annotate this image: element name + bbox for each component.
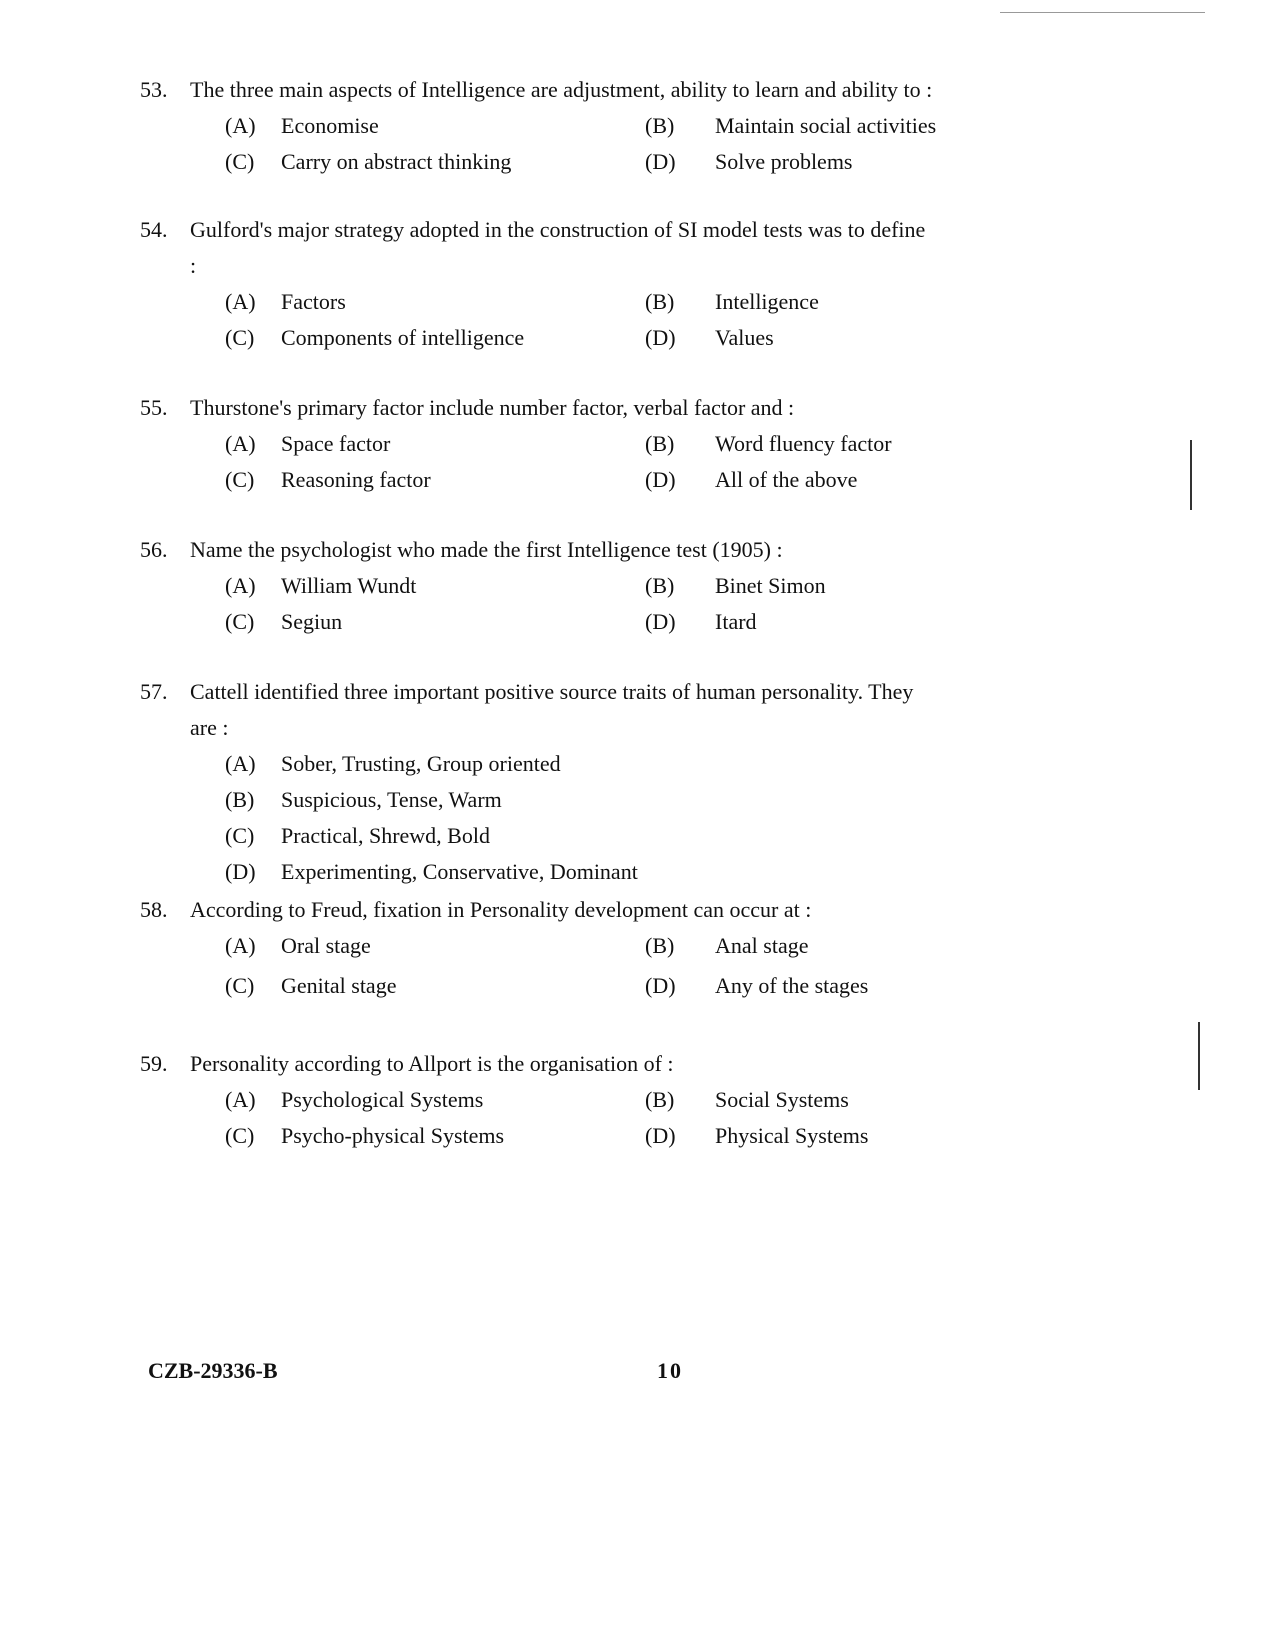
option-a: (A) Oral stage bbox=[225, 933, 371, 958]
option-c: (C) Reasoning factor bbox=[225, 467, 431, 492]
option-a: (A) Sober, Trusting, Group oriented bbox=[225, 751, 561, 776]
options bbox=[225, 568, 940, 640]
option-b: (B) Social Systems bbox=[645, 1087, 849, 1112]
option-d: (D) Physical Systems bbox=[645, 1123, 869, 1148]
question-58 bbox=[140, 892, 940, 1004]
question-stem: Cattell identified three important positive source traits of human personality. They are : bbox=[190, 679, 914, 740]
question-55 bbox=[140, 390, 940, 498]
option-a: (A) Space factor bbox=[225, 431, 391, 456]
option-d: (D) Itard bbox=[645, 609, 757, 634]
question-stem: The three main aspects of Intelligence are adjustment, ability to learn and ability to : bbox=[190, 77, 933, 102]
question-stem: Name the psychologist who made the first Intelligence test (1905) : bbox=[190, 537, 783, 562]
question-number: 56. bbox=[140, 537, 168, 562]
option-c: (C) Genital stage bbox=[225, 973, 397, 998]
question-number: 59. bbox=[140, 1051, 168, 1076]
options bbox=[225, 108, 940, 180]
options bbox=[225, 426, 940, 498]
page-number: 10 bbox=[657, 1358, 683, 1383]
scan-mark-right-2 bbox=[1198, 1022, 1200, 1090]
option-b: (B) Word fluency factor bbox=[645, 431, 892, 456]
option-a: (A) Psychological Systems bbox=[225, 1087, 484, 1112]
option-b: (B) Intelligence bbox=[645, 289, 819, 314]
paper-code: CZB-29336-B bbox=[148, 1358, 278, 1383]
options bbox=[225, 1082, 940, 1154]
options bbox=[225, 284, 940, 356]
question-57 bbox=[140, 674, 940, 890]
option-c: (C) Components of intelligence bbox=[225, 325, 525, 350]
option-b: (B) Anal stage bbox=[645, 933, 809, 958]
options bbox=[225, 746, 940, 890]
question-53 bbox=[140, 72, 940, 180]
option-d: (D) All of the above bbox=[645, 467, 858, 492]
option-a: (A) Factors bbox=[225, 289, 346, 314]
question-56 bbox=[140, 532, 940, 640]
scan-line-top-right bbox=[1000, 12, 1205, 13]
question-number: 53. bbox=[140, 77, 168, 102]
question-stem: Gulford's major strategy adopted in the construction of SI model tests was to define : bbox=[190, 217, 926, 278]
question-number: 55. bbox=[140, 395, 168, 420]
option-c: (C) Practical, Shrewd, Bold bbox=[225, 823, 490, 848]
option-b: (B) Maintain social activities bbox=[645, 113, 937, 138]
question-54 bbox=[140, 212, 940, 356]
option-b: (B) Suspicious, Tense, Warm bbox=[225, 787, 502, 812]
option-c: (C) Carry on abstract thinking bbox=[225, 149, 512, 174]
option-b: (B) Binet Simon bbox=[645, 573, 826, 598]
option-c: (C) Segiun bbox=[225, 609, 343, 634]
option-d: (D) Solve problems bbox=[645, 149, 853, 174]
option-a: (A) Economise bbox=[225, 113, 379, 138]
option-c: (C) Psycho-physical Systems bbox=[225, 1123, 505, 1148]
option-d: (D) Any of the stages bbox=[645, 973, 869, 998]
question-stem: According to Freud, fixation in Personality development can occur at : bbox=[190, 897, 812, 922]
question-number: 57. bbox=[140, 679, 168, 704]
option-a: (A) William Wundt bbox=[225, 573, 417, 598]
question-stem: Thurstone's primary factor include number factor, verbal factor and : bbox=[190, 395, 795, 420]
question-stem: Personality according to Allport is the organisation of : bbox=[190, 1051, 674, 1076]
question-number: 54. bbox=[140, 217, 168, 242]
question-59 bbox=[140, 1046, 940, 1154]
options bbox=[225, 928, 940, 1004]
scan-mark-right-1 bbox=[1190, 440, 1192, 510]
option-d: (D) Values bbox=[645, 325, 774, 350]
question-number: 58. bbox=[140, 897, 168, 922]
option-d: (D) Experimenting, Conservative, Dominant bbox=[225, 859, 638, 884]
